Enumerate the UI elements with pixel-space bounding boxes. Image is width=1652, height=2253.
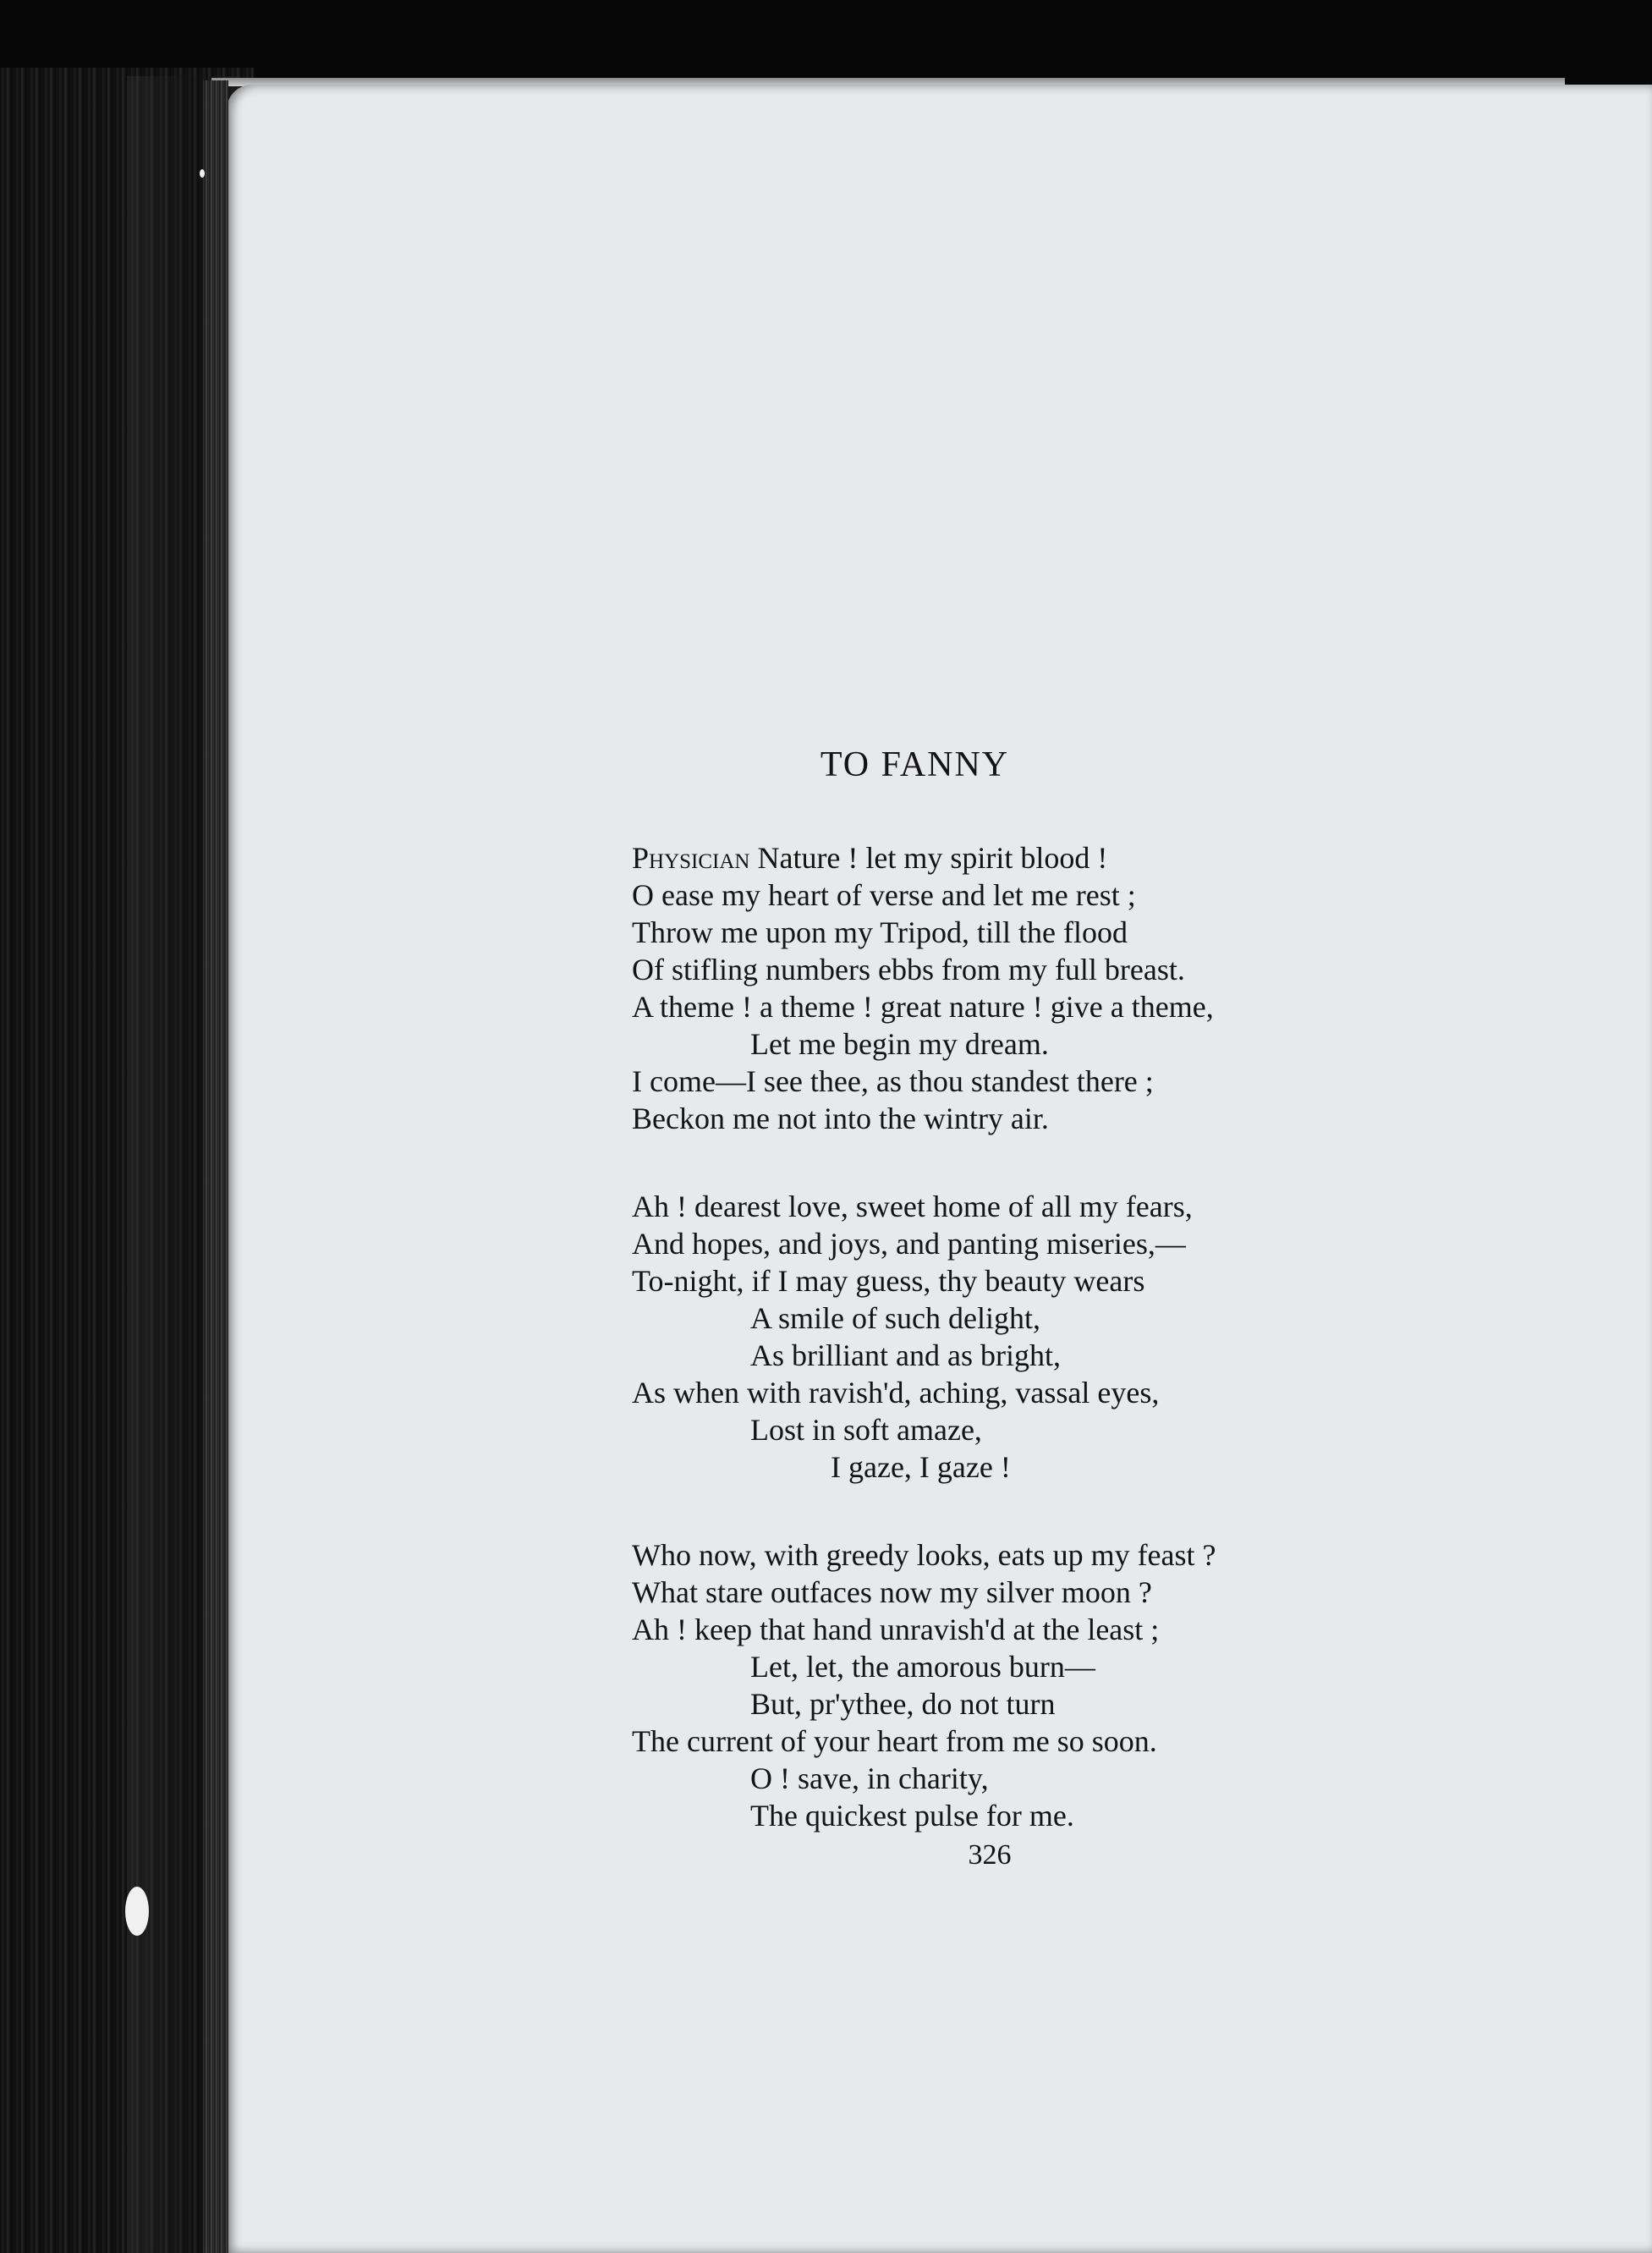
poem-line — [632, 1723, 1478, 1760]
poem-line-text: Throw me upon my Tripod, till the flood — [632, 915, 1128, 949]
poem-line-text: As brilliant and as bright, — [750, 1338, 1061, 1372]
poem-line-text: A smile of such delight, — [750, 1301, 1040, 1335]
poem-line-text: Of stifling numbers ebbs from my full breast. — [632, 953, 1185, 986]
poem-first-word: Physician — [632, 841, 750, 875]
poem-stanza — [632, 839, 1478, 1137]
poem-line — [632, 876, 1478, 914]
poem-line-text: Who now, with greedy looks, eats up my feast ? — [632, 1538, 1216, 1572]
poem-line-text: Ah ! keep that hand unravish'd at the least ; — [632, 1613, 1160, 1646]
stanza-break — [632, 1137, 1478, 1188]
poem-line — [632, 1100, 1478, 1137]
poem-line — [632, 1063, 1478, 1100]
poem-line — [632, 1797, 1478, 1834]
poem-line — [632, 1685, 1478, 1723]
poem-line-text: O ease my heart of verse and let me rest ; — [632, 878, 1136, 912]
poem-line-text: Lost in soft amaze, — [750, 1413, 982, 1447]
poem-line-text: I gaze, I gaze ! — [831, 1450, 1011, 1484]
poem-line-text: What stare outfaces now my silver moon ? — [632, 1575, 1152, 1609]
stanza-break — [632, 1486, 1478, 1536]
scan-speck — [125, 1887, 149, 1936]
poem-line-text: Let, let, the amorous burn— — [750, 1650, 1095, 1684]
poem-line — [632, 1374, 1478, 1411]
poem-line-text: Beckon me not into the wintry air. — [632, 1102, 1049, 1135]
poem-line — [632, 1188, 1478, 1225]
poem-line — [632, 839, 1478, 876]
poem-line — [632, 951, 1478, 988]
poem-line-text: But, pr'ythee, do not turn — [750, 1687, 1056, 1721]
poem-line — [632, 1536, 1478, 1574]
poem-line — [632, 1611, 1478, 1648]
poem-line — [632, 1448, 1478, 1486]
poem-line-text: I come—I see thee, as thou standest there ; — [632, 1064, 1154, 1098]
poem-line-text: Ah ! dearest love, sweet home of all my fears, — [632, 1190, 1193, 1223]
poem-stanza — [632, 1536, 1478, 1834]
poem-line-text: A theme ! a theme ! great nature ! give a theme, — [632, 990, 1214, 1024]
scan-speck — [200, 169, 205, 178]
poem-line — [632, 1574, 1478, 1611]
poem-line — [632, 1300, 1478, 1337]
poem-line-text: Nature ! let my spirit blood ! — [749, 841, 1108, 875]
poem-line — [632, 1411, 1478, 1448]
poem-body — [632, 839, 1478, 1834]
page-leaf-edges — [203, 80, 228, 2253]
poem-line-text: To-night, if I may guess, thy beauty wears — [632, 1264, 1145, 1298]
poem-stanza — [632, 1188, 1478, 1486]
poem-line — [632, 1648, 1478, 1685]
poem-line — [632, 1337, 1478, 1374]
poem-line-text: As when with ravish'd, aching, vassal eyes, — [632, 1376, 1160, 1409]
poem-line — [632, 988, 1478, 1025]
poem-line — [632, 914, 1478, 951]
poem-line — [632, 1760, 1478, 1797]
poem-line-text: The current of your heart from me so soon. — [632, 1724, 1157, 1758]
poem-line — [632, 1262, 1478, 1300]
poem-line — [632, 1025, 1478, 1063]
poem-title: TO FANNY — [820, 745, 1010, 784]
page-number: 326 — [968, 1839, 1012, 1871]
poem-line-text: O ! save, in charity, — [750, 1761, 989, 1795]
poem-line-text: And hopes, and joys, and panting miseries,— — [632, 1227, 1186, 1261]
poem-line — [632, 1225, 1478, 1262]
poem-line-text: Let me begin my dream. — [750, 1027, 1049, 1061]
poem-line-text: The quickest pulse for me. — [750, 1799, 1074, 1833]
